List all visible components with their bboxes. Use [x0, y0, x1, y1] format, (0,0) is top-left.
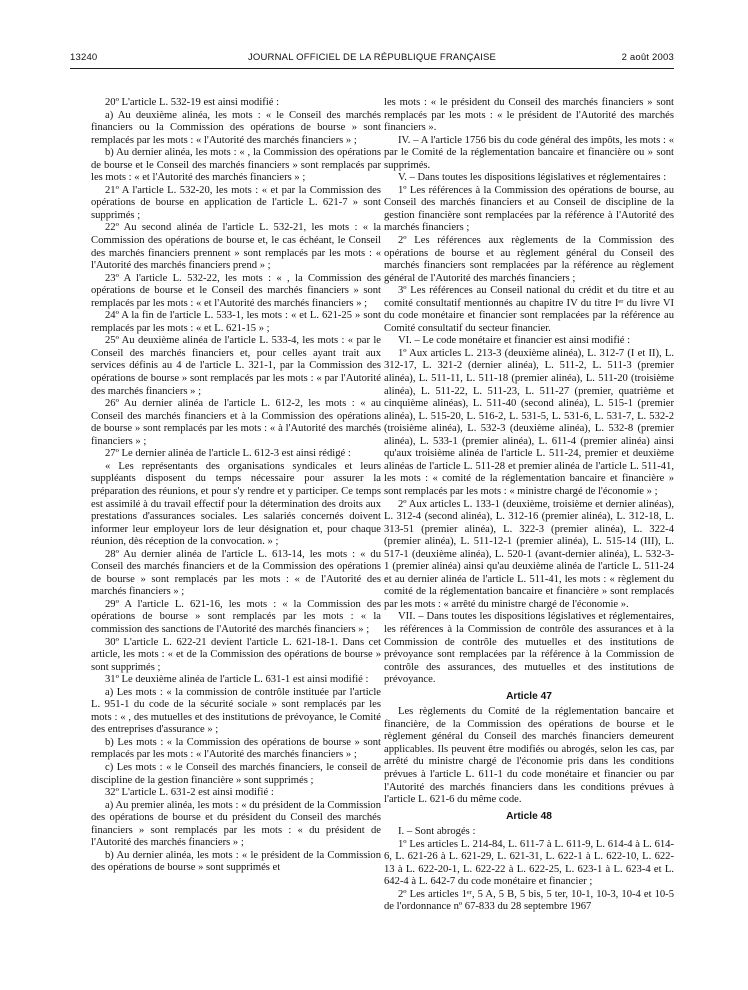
article-heading: Article 48 [506, 810, 552, 822]
paragraph: 3º Les références au Conseil national du crédit et du titre et au comité consultatif mentionnés au chapitre IV du titre Iᵉʳ du livre VI du code monétaire et financier sont remplacées par la référence au Comité consultatif du secteur financier. [384, 285, 674, 334]
paragraph: 27º Le dernier alinéa de l'article L. 612-3 est ainsi rédigé : [105, 448, 351, 460]
right-column [384, 97, 674, 914]
paragraph: 1º Les articles L. 214-84, L. 611-7 à L. 611-9, L. 614-4 à L. 614-6, L. 621-26 à L. 621-29, L. 621-31, L. 622-1 à L. 622-10, L. 622-13 à L. 622-20-1, L. 622-22 à L. 622-25, L. 623-1 à L. 623-4 et L. 642-4 à L. 642-7 du code monétaire et financier ; [384, 838, 674, 888]
paragraph: 1º Les références à la Commission des opérations de bourse, au Conseil des marchés financiers et au Conseil de discipline de la gestion financière sont remplacées par la référence à l'Autorité des marchés financiers ; [384, 184, 674, 234]
article-heading: Article 47 [506, 690, 552, 702]
paragraph: 1º Aux articles L. 213-3 (deuxième alinéa), L. 312-7 (I et II), L. 312-17, L. 321-2 (dernier alinéa), L. 511-2, L. 511-3 (premier alinéa), L. 511-11, L. 511-18 (premier alinéa), L. 511-20 (troisième alinéa), L. 511-22, L. 511-23, L. 511-27 (premier, quatrième et cinquième alinéas), L. 511-40 (second alinéa), L. 515-1 (premier alinéa), L. 515-20, L. 516-2, L. 531-5, L. 531-6, L. 531-7, L. 532-2 (troisième alinéa), L. 532-3 (deuxième alinéa), L. 532-8 (premier alinéa), L. 533-1 (premier alinéa), L. 611-4 (premier alinéa) ainsi qu'aux troisième alinéa de l'article L. 511-24, premier et deuxième alinéas de l'article L. 511-28 et premier alinéa de l'article L. 511-41, les mots : « comité de la réglementation bancaire et financière » sont remplacés par les mots : « ministre chargé de l'économie » ; [384, 347, 674, 497]
paragraph: 2º Les articles 1ᵉʳ, 5 A, 5 B, 5 bis, 5 ter, 10-1, 10-3, 10-4 et 10-5 de l'ordonnance nº 67-833 du 28 septembre 1967 [384, 888, 674, 913]
paragraph: 23º A l'article L. 532-22, les mots : « , la Commission des opérations de bourse et le Conseil des marchés financiers » sont remplacés par les mots : « et l'Autorité des marchés financiers » ; [91, 272, 381, 309]
paragraph: V. – Dans toutes les dispositions législatives et réglementaires : [398, 172, 667, 184]
paragraph: 26º Au dernier alinéa de l'article L. 612-2, les mots : « au Conseil des marchés financiers et à la Commission des opérations de bourse » sont remplacés par les mots : « à l'Autorité des marchés financiers » ; [91, 398, 381, 447]
paragraph: a) Au premier alinéa, les mots : « du président de la Commission des opérations de bourse et du président du Conseil des marchés financiers » sont remplacés par les mots : « du président de l'Autorité des marchés financiers » ; [91, 799, 381, 849]
paragraph: a) Au deuxième alinéa, les mots : « le Conseil des marchés financiers ou la Commission des opérations de bourse » sont remplacés par les mots : « l'Autorité des marchés financiers » ; [91, 109, 381, 146]
paragraph: 2º Les références aux règlements de la Commission des opérations de bourse et au règlement général du Conseil des marchés financiers sont remplacées par la référence au règlement général de l'Autorité des marchés financiers ; [384, 235, 674, 284]
paragraph: Les règlements du Comité de la réglementation bancaire et financière, de la Commission des opérations de bourse et le règlement général du Conseil des marchés financiers demeurent applicables. Ils peuvent être modifiés ou abrogés, selon les cas, par arrêté du ministre chargé de l'économie pris dans les conditions prévues à l'article L. 611-1 du code monétaire et financier ou par l'Autorité des marchés financiers dans les conditions prévues à l'article L. 621-6 du même code. [384, 706, 674, 806]
paragraph: 30º L'article L. 622-21 devient l'article L. 621-18-1. Dans cet article, les mots : « et de la Commission des opérations de bourse » sont supprimés ; [91, 636, 381, 673]
paragraph: 21º A l'article L. 532-20, les mots : « et par la Commission des opérations de bourse en application de l'article L. 621-7 » sont supprimés ; [91, 184, 381, 221]
journal-title: JOURNAL OFFICIEL DE LA RÉPUBLIQUE FRANÇAISE [247, 52, 497, 63]
paragraph: 24º A la fin de l'article L. 533-1, les mots : « et L. 621-25 » sont remplacés par les mots : « et L. 621-15 » ; [91, 310, 381, 334]
paragraph: VII. – Dans toutes les dispositions législatives et réglementaires, les références à la Commission de contrôle des assurances et à la Commission de contrôle des mutuelles et des institutions de prévoyance sont remplacées par la référence à la Commission de contrôle des assurances, des mutuelles et des institutions de prévoyance. [384, 611, 674, 686]
paragraph: 2º Aux articles L. 133-1 (deuxième, troisième et dernier alinéas), L. 312-4 (second alinéa), L. 312-16 (premier alinéa), L. 312-18, L. 313-51 (premier alinéa), L. 322-3 (premier alinéa), L. 322-4 (premier alinéa), L. 511-12-1 (premier alinéa), L. 515-14 (III), L. 517-1 (deuxième alinéa), L. 520-1 (avant-dernier alinéa), L. 532-3-1 (premier alinéa) ainsi qu'au deuxième alinéa de l'article L. 511-24 et au dernier alinéa de l'article L. 511-41, les mots : « règlement du comité de la réglementation bancaire et financière » sont remplacés par les mots : « arrêté du ministre chargé de l'économie ». [384, 498, 674, 610]
paragraph: 31º Le deuxième alinéa de l'article L. 631-1 est ainsi modifié : [105, 674, 369, 686]
paragraph: 32º L'article L. 631-2 est ainsi modifié : [105, 787, 274, 799]
paragraph: c) Les mots : « le Conseil des marchés financiers, le conseil de discipline de la gestion financière » sont supprimés ; [91, 761, 381, 786]
paragraph: 25º Au deuxième alinéa de l'article L. 533-4, les mots : « par le Conseil des marchés financiers et, pour celles ayant trait aux services définis au 4 de l'article L. 321-1, par la Commission des opérations de bourse » sont remplacés par les mots : « par l'Autorité des marchés financiers » ; [91, 335, 381, 397]
paragraph: b) Au dernier alinéa, les mots : « le président de la Commission des opérations de bourse » sont supprimés et [91, 849, 381, 874]
paragraph: 28º Au dernier alinéa de l'article L. 613-14, les mots : « du Conseil des marchés financiers et de la Commission des opérations de bourse » sont remplacés par les mots : « de l'Autorité des marchés financiers » ; [91, 548, 381, 598]
paragraph: b) Les mots : « la Commission des opérations de bourse » sont remplacés par les mots : « l'Autorité des marchés financiers » ; [91, 736, 381, 761]
left-column [91, 97, 381, 875]
paragraph: 22º Au second alinéa de l'article L. 532-21, les mots : « la Commission des opérations de bourse et, le cas échéant, le Conseil des marchés financiers prennent » sont remplacés par les mots : « l'Autorité des marchés financiers prend » ; [91, 222, 381, 272]
paragraph: les mots : « le président du Conseil des marchés financiers » sont remplacés par les mots : « le président de l'Autorité des marchés financiers ». [384, 97, 674, 134]
header-rule [70, 68, 674, 69]
paragraph: a) Les mots : « la commission de contrôle instituée par l'article L. 951-1 du code de la sécurité sociale » sont remplacés par les mots : « , des mutuelles et des institutions de prévoyance, le Comité des entreprises d'assurance » ; [91, 686, 381, 736]
paragraph: VI. – Le code monétaire et financier est ainsi modifié : [398, 335, 631, 347]
page-header [70, 52, 674, 66]
paragraph: IV. – A l'article 1756 bis du code général des impôts, les mots : « par le Comité de la réglementation bancaire et financière ou » sont supprimés. [384, 134, 674, 171]
paragraph: 20º L'article L. 532-19 est ainsi modifié : [105, 97, 280, 108]
paragraph: 29º A l'article L. 621-16, les mots : « la Commission des opérations de bourse » sont remplacés par les mots : « la commission des sanctions de l'Autorité des marchés financiers » ; [91, 598, 381, 635]
paragraph: b) Au dernier alinéa, les mots : « , la Commission des opérations de bourse et le Conseil des marchés financiers » sont remplacés par les mots : « et l'Autorité des marchés financiers » ; [91, 147, 381, 184]
paragraph: « Les représentants des organisations syndicales et leurs suppléants disposent du temps nécessaire pour assurer la préparation des réunions, et pour s'y rendre et y participer. Ce temps est assimilé à du travail effectif pour la détermination des droits aux prestations d'assurances sociales. Les salariés concernés doivent informer leur employeur lors de leur désignation et, pour chaque réunion, dès réception de la convocation. » ; [91, 460, 381, 548]
publication-date: 2 août 2003 [621, 52, 674, 63]
paragraph: I. – Sont abrogés : [398, 826, 476, 838]
page-number: 13240 [70, 52, 98, 63]
